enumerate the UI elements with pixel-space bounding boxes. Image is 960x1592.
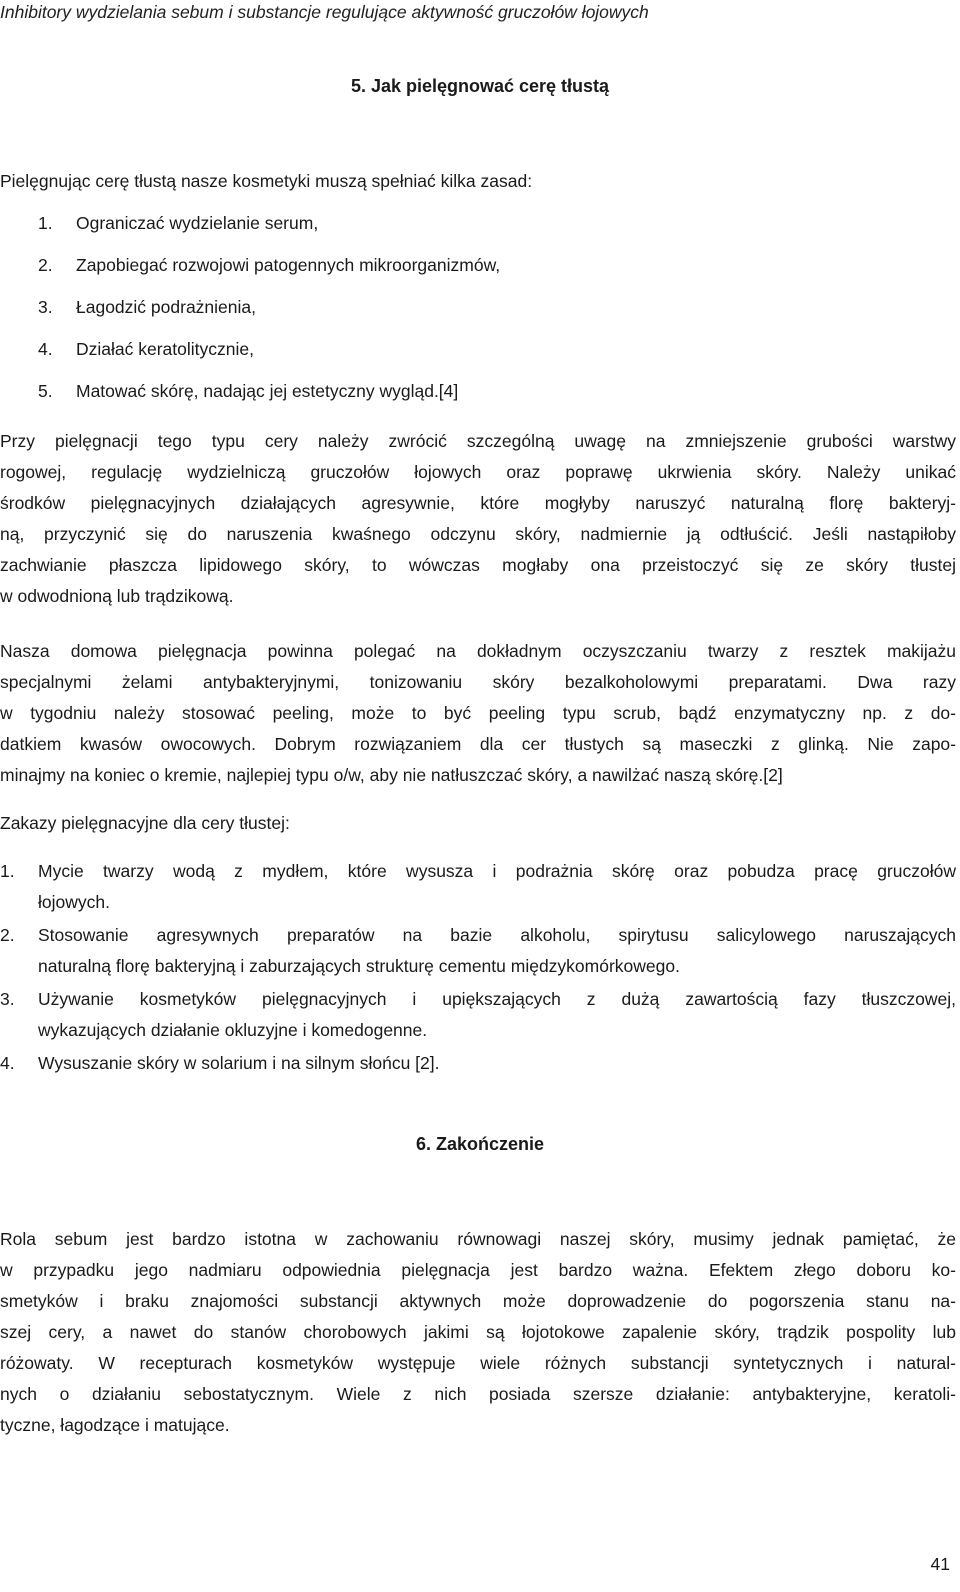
prohibition-line: Używanie kosmetyków pielęgnacyjnych i upiększających z dużą zawartością fazy tłuszczowej, [38,989,956,1009]
prohibition-line: łojowych. [38,892,110,912]
prohibition-number: 2. [0,925,15,945]
prohibition-line: wykazujących działanie okluzyjne i komedogenne. [38,1020,428,1040]
paragraph-line: środków pielęgnacyjnych działających agresywnie, które mogłyby naruszyć naturalną florę bakteryj- [0,493,956,513]
list-item-text: Zapobiegać rozwojowi patogennych mikroorganizmów, [76,255,501,275]
list-item [38,376,738,407]
paragraph [0,636,956,791]
list-item-text: Łagodzić podrażnienia, [76,297,256,317]
paragraph-line: datkiem kwasów owocowych. Dobrym rozwiązaniem dla cer tłustych są maseczki z glinką. Nie zapo- [0,734,956,754]
list-item-text: Działać keratolitycznie, [76,339,254,359]
page-number: 41 [930,1554,950,1574]
prohibition-item [0,1048,956,1079]
prohibition-line: naturalną florę bakteryjną i zaburzających strukturę cementu międzykomórkowego. [38,956,680,976]
prohibition-line: Stosowanie agresywnych preparatów na bazie alkoholu, spirytusu salicylowego naruszających [38,925,956,945]
paragraph-line: w tygodniu należy stosować peeling, może to być peeling typu scrub, bądź enzymatyczny np. z do- [0,703,956,723]
paragraph-line: rogowej, regulację wydzielniczą gruczołów łojowych oraz poprawę ukrwienia skóry. Należy unikać [0,462,956,482]
paragraph-line: nych o działaniu sebostatycznym. Wiele z nich posiada szersze działanie: antybakteryjne, keratoli- [0,1384,956,1404]
list-item-number: 3. [38,297,53,317]
paragraph [0,426,956,612]
paragraph-line: minajmy na koniec o kremie, najlepiej typu o/w, aby nie natłuszczać skóry, a nawilżać naszą skórę.[2] [0,765,783,785]
prohibitions-title-text: Zakazy pielęgnacyjne dla cery tłustej: [0,813,290,833]
list-item-text: Matować skórę, nadając jej estetyczny wygląd.[4] [76,381,459,401]
running-header: Inhibitory wydzielania sebum i substancje regulujące aktywność gruczołów łojowych [0,2,649,22]
list-item-number: 1. [38,213,53,233]
list-item [38,292,738,323]
paragraph-line: smetyków i braku znajomości substancji aktywnych może doprowadzenie do pogorszenia stanu na- [0,1291,956,1311]
prohibition-line: Wysuszanie skóry w solarium i na silnym słońcu [2]. [38,1053,440,1073]
paragraph [0,1224,956,1441]
list-item-number: 5. [38,381,53,401]
prohibitions-title [0,808,956,839]
list-item [38,208,738,239]
paragraph-line: specjalnymi żelami antybakteryjnymi, tonizowaniu skóry bezalkoholowymi preparatami. Dwa razy [0,672,956,692]
section-6-title: 6. Zakończenie [415,1134,545,1154]
paragraph-line: ną, przyczynić się do naruszenia kwaśnego odczynu skóry, nadmiernie ją odtłuścić. Jeśli nastąpiłoby [0,524,956,544]
paragraph-line: Przy pielęgnacji tego typu cery należy zwrócić szczególną uwagę na zmniejszenie grubości warstwy [0,431,956,451]
paragraph-line: w przypadku jego nadmiaru odpowiednia pielęgnacja jest bardzo ważna. Efektem złego doboru ko- [0,1260,956,1280]
paragraph-line: tyczne, łagodzące i matujące. [0,1415,230,1435]
paragraph-line: różowaty. W recepturach kosmetyków występuje wiele różnych substancji syntetycznych i natural- [0,1353,956,1373]
list-item-number: 2. [38,255,53,275]
paragraph-line: w odwodnioną lub trądzikową. [0,586,234,606]
list-item-number: 4. [38,339,53,359]
list-item [38,334,738,365]
paragraph-line: Rola sebum jest bardzo istotna w zachowaniu równowagi naszej skóry, musimy jednak pamiętać, że [0,1229,956,1249]
prohibition-number: 1. [0,861,15,881]
prohibition-line: Mycie twarzy wodą z mydłem, które wysusza i podrażnia skórę oraz pobudza pracę gruczołów [38,861,956,881]
paragraph-line: szej cery, a nawet do stanów chorobowych jakimi są łojotokowe zapalenie skóry, trądzik pospolity lub [0,1322,956,1342]
section-5-intro [0,166,956,197]
list-item-text: Ograniczać wydzielanie serum, [76,213,319,233]
prohibition-item [0,984,956,1046]
prohibition-number: 4. [0,1053,15,1073]
prohibition-number: 3. [0,989,15,1009]
section-5-title: 5. Jak pielęgnować cerę tłustą [350,76,610,96]
list-item [38,250,738,281]
prohibition-item [0,920,956,982]
paragraph-line: Nasza domowa pielęgnacja powinna polegać na dokładnym oczyszczaniu twarzy z resztek makijażu [0,641,956,661]
paragraph-line: zachwianie płaszcza lipidowego skóry, to wówczas mogłaby ona przeistoczyć się ze skóry tłustej [0,555,956,575]
intro-line: Pielęgnując cerę tłustą nasze kosmetyki muszą spełniać kilka zasad: [0,171,533,191]
prohibition-item [0,856,956,918]
